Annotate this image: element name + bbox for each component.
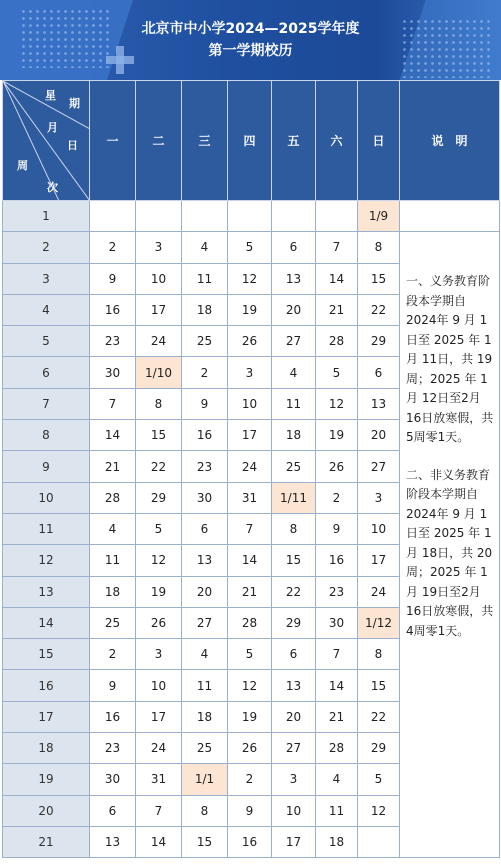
- day-cell: 16: [228, 826, 272, 857]
- day-cell: 14: [228, 545, 272, 576]
- day-cell: 5: [228, 232, 272, 263]
- week-number-cell: 14: [3, 607, 90, 638]
- week-number-cell: 15: [3, 639, 90, 670]
- day-cell: 18: [316, 826, 358, 857]
- day-cell: 23: [90, 326, 136, 357]
- day-cell: 14: [136, 826, 182, 857]
- month-start-cell: 1/12: [358, 607, 400, 638]
- week-number-cell: 10: [3, 482, 90, 513]
- day-cell: 15: [182, 826, 228, 857]
- day-cell: 16: [90, 701, 136, 732]
- week-number-cell: 5: [3, 326, 90, 357]
- week-number-cell: 18: [3, 733, 90, 764]
- day-cell: 16: [316, 545, 358, 576]
- day-cell: 13: [272, 670, 316, 701]
- day-cell: 19: [228, 701, 272, 732]
- day-cell: 14: [316, 670, 358, 701]
- week-number-cell: 9: [3, 451, 90, 482]
- day-cell: 17: [272, 826, 316, 857]
- title-line-2: 第一学期校历: [208, 43, 293, 59]
- day-cell: 25: [182, 326, 228, 357]
- week-number-cell: 2: [3, 232, 90, 263]
- day-cell: 19: [136, 576, 182, 607]
- day-cell: 2: [182, 357, 228, 388]
- day-cell: 17: [136, 701, 182, 732]
- day-cell: 9: [90, 670, 136, 701]
- day-cell: 3: [272, 764, 316, 795]
- day-cell: 2: [228, 764, 272, 795]
- notes-cell: [400, 232, 500, 858]
- day-cell: 10: [228, 388, 272, 419]
- day-cell: 4: [316, 764, 358, 795]
- day-cell: 20: [272, 294, 316, 325]
- day-cell: 15: [358, 670, 400, 701]
- day-cell: 27: [272, 326, 316, 357]
- day-cell: 25: [272, 451, 316, 482]
- day-cell: 30: [90, 357, 136, 388]
- day-cell: 21: [316, 701, 358, 732]
- day-cell: 27: [182, 607, 228, 638]
- day-cell: 27: [358, 451, 400, 482]
- day-cell: 5: [228, 639, 272, 670]
- table-row: [3, 232, 500, 263]
- week-number-cell: 12: [3, 545, 90, 576]
- day-cell: 2: [316, 482, 358, 513]
- day-cell: 17: [228, 420, 272, 451]
- day-cell: 4: [182, 639, 228, 670]
- week-number-cell: 21: [3, 826, 90, 857]
- day-cell: 15: [272, 545, 316, 576]
- day-cell: 29: [272, 607, 316, 638]
- day-cell: 26: [316, 451, 358, 482]
- day-cell: 13: [358, 388, 400, 419]
- day-cell: 7: [316, 232, 358, 263]
- corner-label-zhou: 周: [17, 159, 28, 172]
- day-cell: 11: [272, 388, 316, 419]
- day-cell: 12: [136, 545, 182, 576]
- weekday-header: 六: [316, 81, 358, 201]
- day-cell: [272, 201, 316, 232]
- day-cell: 9: [228, 795, 272, 826]
- day-cell: 22: [136, 451, 182, 482]
- day-cell: 21: [90, 451, 136, 482]
- day-cell: 14: [316, 263, 358, 294]
- day-cell: 16: [90, 294, 136, 325]
- day-cell: 22: [358, 294, 400, 325]
- week-number-cell: 19: [3, 764, 90, 795]
- day-cell: 15: [358, 263, 400, 294]
- day-cell: 29: [358, 326, 400, 357]
- day-cell: 21: [316, 294, 358, 325]
- day-cell: 26: [228, 733, 272, 764]
- page-title: [0, 18, 501, 62]
- day-cell: 26: [228, 326, 272, 357]
- day-cell: 27: [272, 733, 316, 764]
- day-cell: 13: [272, 263, 316, 294]
- weekday-header: 一: [90, 81, 136, 201]
- day-cell: 5: [136, 513, 182, 544]
- week-number-cell: 20: [3, 795, 90, 826]
- day-cell: 3: [228, 357, 272, 388]
- day-cell: 7: [228, 513, 272, 544]
- day-cell: 4: [182, 232, 228, 263]
- day-cell: 7: [90, 388, 136, 419]
- day-cell: 29: [358, 733, 400, 764]
- day-cell: 11: [182, 670, 228, 701]
- corner-label-xing: 星: [45, 89, 56, 102]
- day-cell: 28: [316, 326, 358, 357]
- month-start-cell: 1/9: [358, 201, 400, 232]
- day-cell: 20: [182, 576, 228, 607]
- day-cell: 13: [90, 826, 136, 857]
- day-cell: 10: [358, 513, 400, 544]
- day-cell: 22: [358, 701, 400, 732]
- day-cell: 8: [272, 513, 316, 544]
- calendar-body: [3, 201, 500, 858]
- day-cell: 10: [136, 263, 182, 294]
- week-number-cell: 8: [3, 420, 90, 451]
- header-corner: [3, 81, 90, 201]
- day-cell: 7: [136, 795, 182, 826]
- weekday-header: 二: [136, 81, 182, 201]
- day-cell: 11: [90, 545, 136, 576]
- day-cell: 3: [136, 232, 182, 263]
- day-cell: 30: [316, 607, 358, 638]
- day-cell: 12: [358, 795, 400, 826]
- day-cell: 13: [182, 545, 228, 576]
- note-compulsory-education: 一、义务教育阶段本学期自 2024年 9 月 1 日至 2025 年 1 月 11日，共 19 周；2025 年 1 月 12日至2月16日放寒假，共5周零1天。: [406, 274, 494, 445]
- weekday-header: 三: [182, 81, 228, 201]
- corner-label-ri: 日: [67, 139, 78, 152]
- weekday-header: 四: [228, 81, 272, 201]
- day-cell: 3: [358, 482, 400, 513]
- week-number-cell: 6: [3, 357, 90, 388]
- day-cell: 28: [228, 607, 272, 638]
- day-cell: 24: [136, 326, 182, 357]
- table-header-row: [3, 81, 500, 201]
- week-number-cell: 16: [3, 670, 90, 701]
- month-start-cell: 1/11: [272, 482, 316, 513]
- day-cell: [136, 201, 182, 232]
- day-cell: 19: [316, 420, 358, 451]
- day-cell: 25: [182, 733, 228, 764]
- notes-spacer-cell: [400, 201, 500, 232]
- day-cell: [182, 201, 228, 232]
- title-line-1: 北京市中小学2024—2025学年度: [141, 21, 360, 37]
- day-cell: 2: [90, 639, 136, 670]
- day-cell: 23: [316, 576, 358, 607]
- day-cell: 4: [90, 513, 136, 544]
- day-cell: 8: [358, 232, 400, 263]
- day-cell: 11: [316, 795, 358, 826]
- day-cell: 12: [228, 670, 272, 701]
- day-cell: 9: [90, 263, 136, 294]
- week-number-cell: 7: [3, 388, 90, 419]
- day-cell: [358, 826, 400, 857]
- week-number-cell: 13: [3, 576, 90, 607]
- corner-label-ci: 次: [47, 181, 58, 194]
- week-number-cell: 17: [3, 701, 90, 732]
- day-cell: 10: [272, 795, 316, 826]
- day-cell: 30: [90, 764, 136, 795]
- day-cell: 6: [272, 639, 316, 670]
- day-cell: 22: [272, 576, 316, 607]
- day-cell: 18: [182, 701, 228, 732]
- day-cell: 31: [136, 764, 182, 795]
- day-cell: [90, 201, 136, 232]
- corner-label-yue: 月: [47, 121, 58, 134]
- day-cell: 6: [358, 357, 400, 388]
- month-start-cell: 1/10: [136, 357, 182, 388]
- day-cell: 18: [90, 576, 136, 607]
- day-cell: 11: [182, 263, 228, 294]
- week-number-cell: 3: [3, 263, 90, 294]
- day-cell: 5: [316, 357, 358, 388]
- week-number-cell: 1: [3, 201, 90, 232]
- day-cell: 31: [228, 482, 272, 513]
- day-cell: 26: [136, 607, 182, 638]
- day-cell: 28: [316, 733, 358, 764]
- day-cell: 10: [136, 670, 182, 701]
- day-cell: 3: [136, 639, 182, 670]
- day-cell: 20: [272, 701, 316, 732]
- corner-label-qi: 期: [69, 97, 80, 110]
- notes-header: 说 明: [400, 81, 500, 201]
- day-cell: 12: [316, 388, 358, 419]
- day-cell: 18: [182, 294, 228, 325]
- day-cell: 16: [182, 420, 228, 451]
- day-cell: 21: [228, 576, 272, 607]
- day-cell: 12: [228, 263, 272, 294]
- day-cell: 6: [272, 232, 316, 263]
- day-cell: 6: [90, 795, 136, 826]
- day-cell: 8: [136, 388, 182, 419]
- week-number-cell: 11: [3, 513, 90, 544]
- day-cell: 25: [90, 607, 136, 638]
- month-start-cell: 1/1: [182, 764, 228, 795]
- day-cell: 24: [228, 451, 272, 482]
- day-cell: 19: [228, 294, 272, 325]
- day-cell: 23: [90, 733, 136, 764]
- day-cell: 8: [358, 639, 400, 670]
- weekday-header: 日: [358, 81, 400, 201]
- day-cell: 5: [358, 764, 400, 795]
- day-cell: [228, 201, 272, 232]
- day-cell: 17: [136, 294, 182, 325]
- day-cell: 6: [182, 513, 228, 544]
- day-cell: 24: [136, 733, 182, 764]
- day-cell: 29: [136, 482, 182, 513]
- day-cell: [316, 201, 358, 232]
- day-cell: 9: [316, 513, 358, 544]
- day-cell: 14: [90, 420, 136, 451]
- calendar-table: [2, 80, 500, 858]
- day-cell: 8: [182, 795, 228, 826]
- day-cell: 18: [272, 420, 316, 451]
- day-cell: 15: [136, 420, 182, 451]
- day-cell: 4: [272, 357, 316, 388]
- day-cell: 20: [358, 420, 400, 451]
- weekday-header: 五: [272, 81, 316, 201]
- note-non-compulsory-education: 二、非义务教育阶段本学期自2024年 9 月 1 日至 2025 年 1 月 18日，共 20 周；2025 年 1 月 19日至2月16日放寒假，共4周零1天。: [406, 467, 494, 638]
- day-cell: 9: [182, 388, 228, 419]
- day-cell: 2: [90, 232, 136, 263]
- table-row: [3, 201, 500, 232]
- day-cell: 23: [182, 451, 228, 482]
- day-cell: 28: [90, 482, 136, 513]
- day-cell: 24: [358, 576, 400, 607]
- title-banner: [0, 0, 501, 80]
- day-cell: 30: [182, 482, 228, 513]
- week-number-cell: 4: [3, 294, 90, 325]
- day-cell: 7: [316, 639, 358, 670]
- day-cell: 17: [358, 545, 400, 576]
